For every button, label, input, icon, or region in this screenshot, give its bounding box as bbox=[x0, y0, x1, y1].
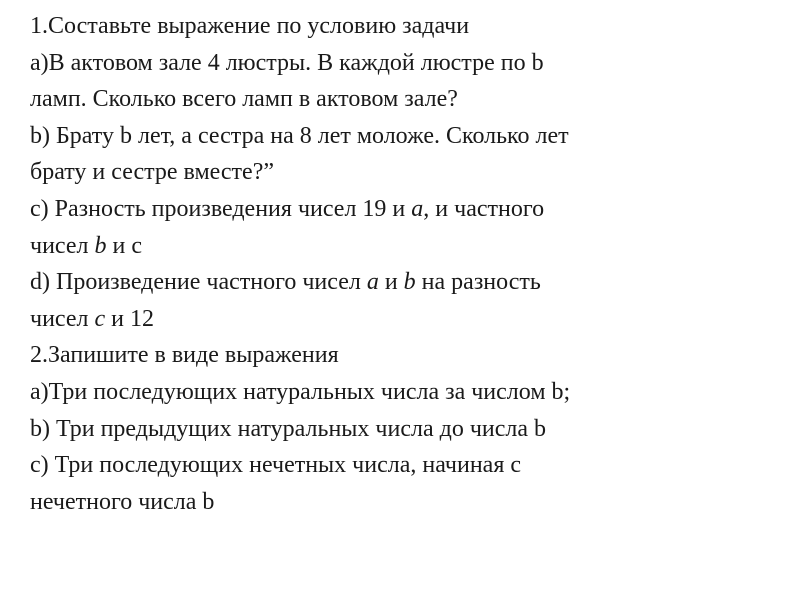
task1-c-line1 bbox=[30, 191, 790, 228]
task1-c-line2-tail: и с bbox=[106, 232, 142, 259]
task1-a-line2: ламп. Сколько всего ламп в актовом зале? bbox=[30, 86, 458, 113]
task1-d-line1-text: d) Произведение частного чисел bbox=[30, 269, 367, 296]
task1-d-line1-tail: на разность bbox=[415, 269, 541, 296]
task1-a-line1: а)В актовом зале 4 люстры. В каждой люстре по b bbox=[30, 49, 544, 76]
task1-d-line2-text: чисел bbox=[30, 305, 95, 332]
task1-b-line1: b) Брату b лет, а сестра на 8 лет моложе. Сколько лет bbox=[30, 122, 569, 149]
task1-c-line2-text: чисел bbox=[30, 232, 95, 259]
task2-title: 2.Запишите в виде выражения bbox=[30, 342, 339, 369]
task2-b-line: b) Три предыдущих натуральных числа до числа b bbox=[30, 415, 547, 442]
task1-c-line1-tail: , и частного bbox=[423, 195, 545, 222]
variable-a: a bbox=[366, 269, 379, 296]
task1-d-line1-mid: и bbox=[378, 269, 404, 296]
task1-c-line1-text: c) Разность произведения чисел 19 и bbox=[30, 195, 412, 222]
task1-d-line1 bbox=[30, 264, 790, 301]
task1-b-line2: брату и сестре вместе?” bbox=[30, 159, 274, 186]
task2-c-line2: нечетного числа b bbox=[30, 488, 215, 515]
task1-d-line2 bbox=[30, 301, 790, 338]
task2-a-line: а)Три последующих натуральных числа за числом b; bbox=[30, 378, 571, 405]
task1-d-line2-tail: и 12 bbox=[105, 305, 154, 332]
task2-c-line1: с) Три последующих нечетных числа, начиная с bbox=[30, 452, 522, 479]
variable-b: b bbox=[403, 269, 416, 296]
task1-title: 1.Составьте выражение по условию задачи bbox=[30, 13, 470, 39]
variable-c: c bbox=[94, 305, 106, 332]
slide-text bbox=[30, 8, 790, 520]
task1-c-line2 bbox=[30, 228, 790, 265]
variable-b: b bbox=[94, 232, 107, 259]
variable-a: a bbox=[411, 195, 424, 222]
